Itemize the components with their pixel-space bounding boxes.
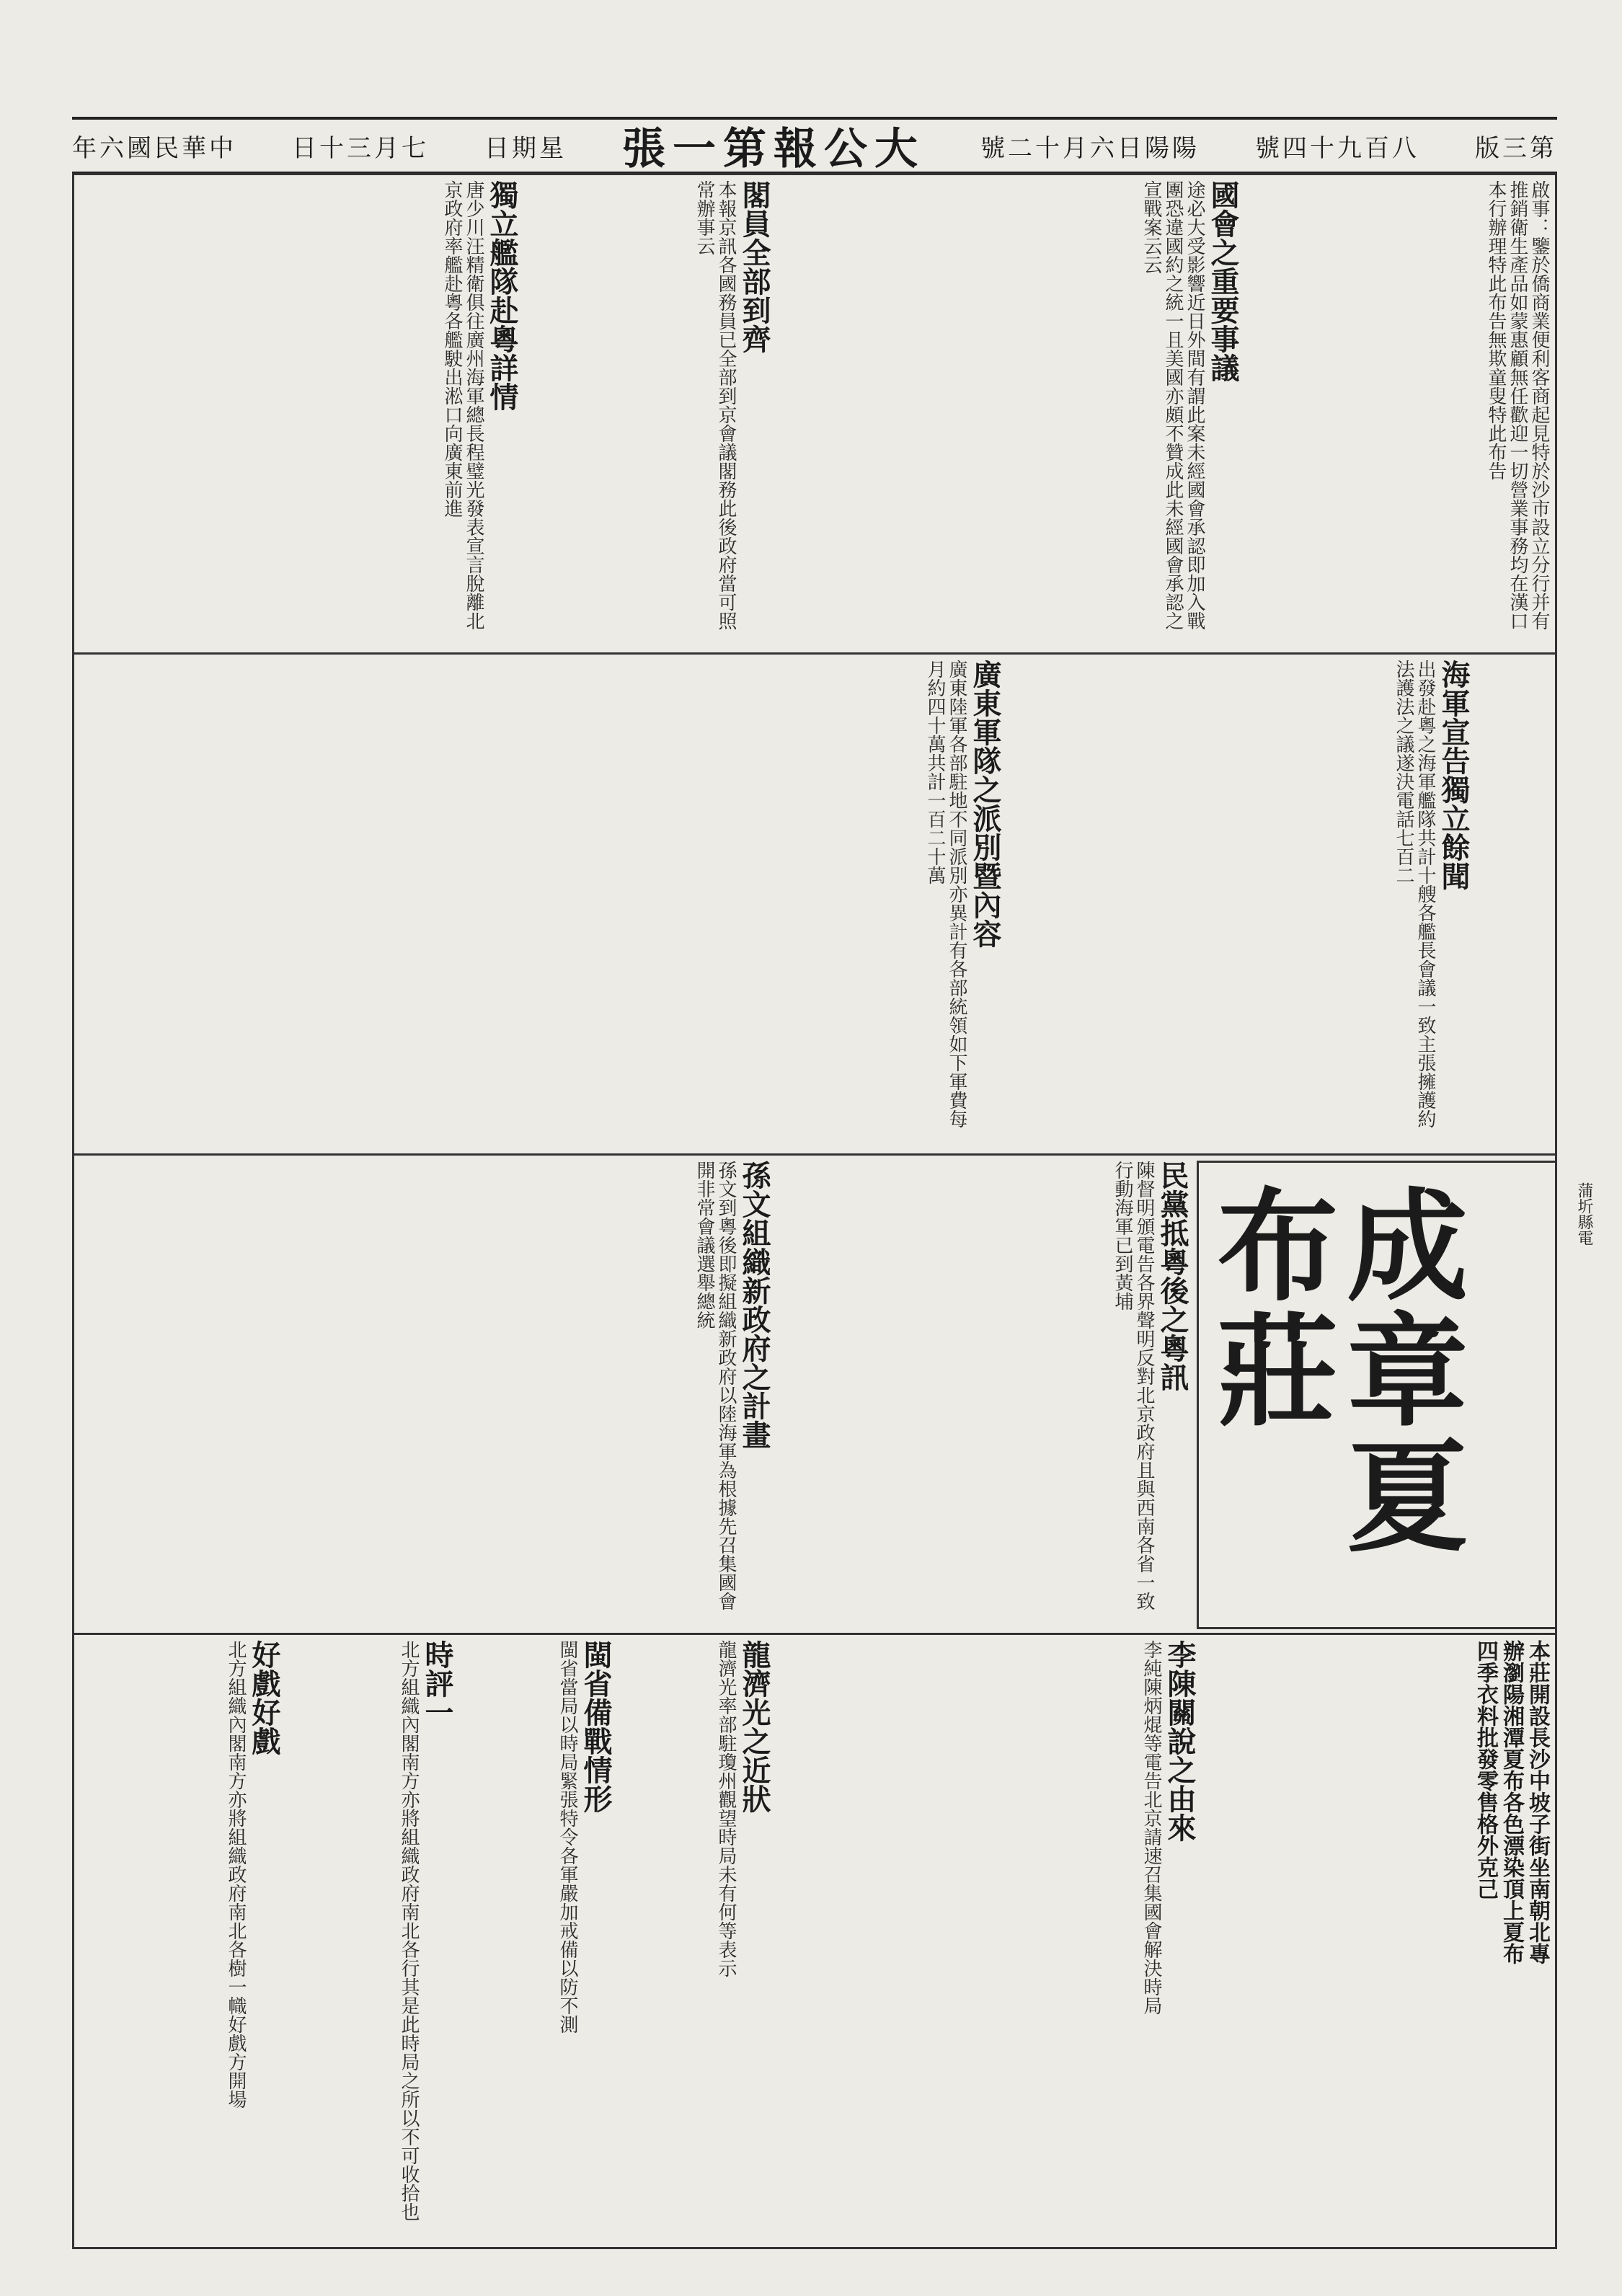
article-2-heading: 獨立艦隊赴粵詳情: [485, 180, 519, 411]
article-8: [779, 1640, 1197, 2242]
article-10: [288, 1640, 454, 2242]
article-11: [79, 1640, 281, 2242]
article-6: [79, 1161, 771, 1626]
article-3: [1009, 660, 1471, 1146]
article-4-body: 廣東陸軍各部駐地不同派別亦異計有各部統領如下軍費每月約四十萬共計一百二十萬: [924, 660, 967, 1128]
article-1: [526, 180, 771, 645]
edition-number: 號四十九百八: [1255, 133, 1419, 163]
article-0-body: 途必大受影響近日外間有謂此案未經國會承認即加入戰團恐違國約之統一且美國亦頗不贊成此未經國會承認之宣戰案云云: [1140, 180, 1205, 630]
article-7-heading: 閩省備戰情形: [579, 1640, 613, 1813]
article-0: [779, 180, 1240, 645]
article-9-body: 龍濟光率部駐瓊州觀望時局未有何等表示: [715, 1640, 737, 1977]
article-3-body: 出發赴粵之海軍艦隊共計十艘各艦長會議一致主張擁護約法護法之議遂決電話七百二: [1393, 660, 1436, 1128]
article-8-body: 李純陳炳焜等電告北京請速召集國會解決時局: [1140, 1640, 1162, 2015]
article-11-heading: 好戲好戲: [247, 1640, 281, 1755]
masthead-date: 號二十月六日陽陽: [980, 133, 1200, 163]
top-notice: [1247, 180, 1550, 645]
article-8-heading: 李陳關說之由來: [1163, 1640, 1197, 1842]
article-9: [620, 1640, 771, 2242]
article-1-body: 本報京訊各國務員已全部到京會議閣務此後政府當可照常辦事云: [693, 180, 737, 630]
article-11-body: 北方組織內閣南方亦將組織政府南北各樹一幟好戲方開場: [225, 1640, 247, 2109]
article-5-body: 陳督明頒電告各界聲明反對北京政府且與西南各省一致行動海軍已到黃埔: [1112, 1161, 1155, 1610]
footer-note: 蒲圻縣電: [1575, 1182, 1593, 1246]
article-5: [779, 1161, 1189, 1626]
article-6-body: 孫文到粵後即擬組織新政府以陸海軍為根據先召集國會開非常會議選舉總統: [693, 1161, 737, 1610]
article-1-heading: 閣員全部到齊: [737, 180, 771, 353]
page-label: 版三第: [1475, 133, 1557, 163]
advertisement-title: 成章夏布莊: [1197, 1182, 1470, 1559]
article-2-body: 唐少川汪精衛俱往廣州海軍總長程璧光發表宣言脫離北京政府率艦赴粵各艦駛出淞口向廣東前進: [441, 180, 484, 630]
month-day: 日十三月七: [292, 133, 429, 163]
article-3-heading: 海軍宣告獨立餘聞: [1437, 660, 1471, 890]
masthead: [72, 117, 1557, 174]
article-4-heading: 廣東軍隊之派別暨內容: [968, 660, 1002, 948]
article-5-heading: 民黨抵粵後之粵訊: [1156, 1161, 1189, 1391]
article-7-body: 閩省當局以時局緊張特令各軍嚴加戒備以防不測: [557, 1640, 578, 2034]
article-2: [79, 180, 519, 645]
advertisement-body: 本莊開設長沙中坡子街坐南朝北專辦瀏陽湘潭夏布各色漂染頂上夏布四季衣料批發零售格外克己: [1473, 1640, 1550, 1964]
newspaper-title: 張一第報公大: [622, 124, 925, 174]
article-6-heading: 孫文組織新政府之計畫: [737, 1161, 771, 1449]
article-9-heading: 龍濟光之近狀: [737, 1640, 771, 1813]
republic-year: 年六國民華中: [72, 133, 236, 163]
section-divider-3: [72, 1633, 1557, 1635]
section-divider-1: [72, 652, 1557, 655]
article-4: [310, 660, 1002, 1146]
article-10-heading: 時評一: [420, 1640, 454, 1727]
section-divider-2: [72, 1153, 1557, 1156]
issue-day: 日期星: [484, 133, 567, 163]
article-10-body: 北方組織內閣南方亦將組織政府南北各行其是此時局之所以不可收拾也: [398, 1640, 420, 2221]
article-7: [461, 1640, 613, 2242]
top-notice-text: 啟事：鑒於僑商業便利客商起見特於沙市設立分行并有推銷衛生產品如蒙惠顧無任歡迎一切營業事務均在漢口本行辦理特此布告無欺童叟特此布告: [1485, 180, 1550, 630]
article-0-heading: 國會之重要事議: [1206, 180, 1240, 382]
